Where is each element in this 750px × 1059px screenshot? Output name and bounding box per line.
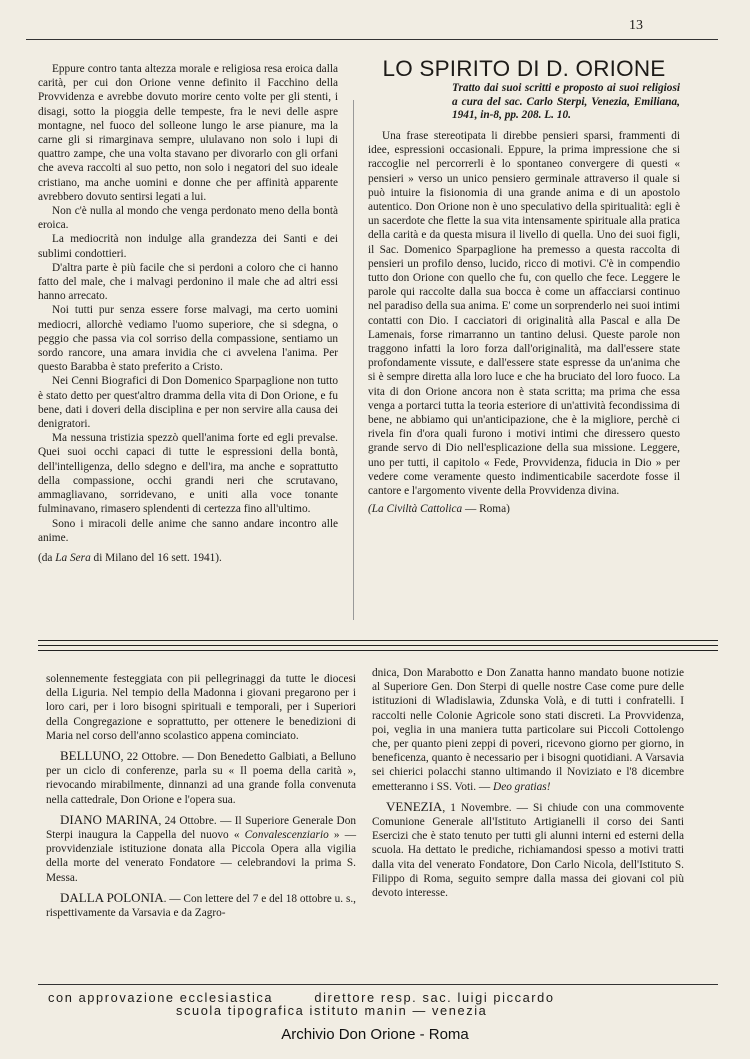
news-italic: Convalescenziario — [244, 829, 329, 842]
left-paragraph: Eppure contro tanta altezza morale e religiosa resa eroica dalla carità, per cui don Orione venne definito il Facchino della Provvidenza e avrebbe dovuto morire cento volte per gli stenti, i disagi, sotto la pioggia delle tempeste, fra le nevi delle aspre montagne, nel fuoco del solleone lungo le arse pianure, ma la carne gli si rimarginava sempre, ululavano non solo i lupi di quattro zampe, che una volta stavano per divorarlo con gli orfani che aveva raccolti al suo petto, non solo i negatori del suo ideale cristiano, ma anche uomini e donne che per affinità apparente avrebbero dovuto sentirsi legati a lui. — [38, 63, 338, 203]
news-text: » — provvidenziale istituzione donata alla Piccola Opera alla vigilia della morte del venerato Fondatore — celebrandovi la prima S. Messa. — [46, 829, 357, 884]
right-source-post: — Roma) — [462, 503, 510, 516]
news-text: dnica, Don Marabotto e Don Zanatta hanno mandato buone notizie al Superiore Gen. Don Sterpi di quelle nostre Case come pure delle istituzioni di Wladislawia, Zdunska Volà, e di tutti i confratelli. I raccolti nelle Colonie Agricole sono stati discreti. La Provvidenza, poi, veglia in una maniera tutta particolare sui Piccoli Cottolengo che, per quanto pieni zeppi di poveri, ricevono giorno per giorno, in beneficenza, quanto è necessario per i bisogni quotidiani. A Varsavia sei chierici polacchi stanno ultimando il Noviziato e l'8 dicembre emetteranno i SS. Voti. — — [372, 667, 684, 793]
right-article-body: Una frase stereotipata li direbbe pensieri sparsi, frammenti di idee, espressioni occasionali. Eppure, la prima impressione che si raccoglie nel percorrerli è lo spontaneo convergere di questi « pensieri » verso un unico pensiero germinale attraverso il quale si può intuire la fisionomia di una grande anima e di un apostolo autentico. Don Orione non è uno speculativo della spiritualità: egli è un sacerdote che flette la sua vita intensamente spirituale alla pratica della carità e da questa misura il livello di quella. Uno dei suoi figli, il Sac. Domenico Sparpaglione ha premesso a questa raccolta di pensieri un profilo denso, lucido, ricco di motivi. C'è in compendio tutto don Orione con quello che fu, con quello che fece. Leggere le parole qui raccolte dalla sua bocca è come un affacciarsi continuo nel paradiso della sua anima. E' come un sorprenderlo nei suoi intimi contatti con Dio. I cacciatori di originalità alla Pascal e alla De Lamenais, forse rimarranno un tantino delusi. Queste parole non traggono infatti la loro forza dall'originalità, ma dall'essere state profondamente vissute, e dall'essere state espresse da un'anima che si è sempre diretta alla loro luce e che ha bruciato del loro fuoco. La vita di don Orione ancora non è stata scritta; ma prima che essa venga a portarci tutta la teoria esteriore di un'attività fecondissima di bene, ne abbiamo qui un'anticipazione, che è la migliore, perchè ci rivela fin d'ora quali furono i motivi intimi che diressero questo grande servo di Dio nell'esplicazione della sua missione. Leggere, uno per tutti, il capitolo « Fede, Provvidenza, fiducia in Dio » per vedere come veramente questo indimenticabile sacerdote fosse il cantore e l'argomento vivente della Provvidenza divina. — [368, 129, 680, 498]
news-text: , 22 Ottobre. — Don Benedetto Galbiati, a Belluno per un ciclo di conferenze, parla su « Il poema della carità », rievocando mirabilmente, dinnanzi ad una grande folla convenuta nella cattedrale, Don Orione e l'opera sua. — [46, 751, 356, 806]
left-source-newspaper: La Sera — [55, 551, 91, 564]
left-source-post: di Milano del 16 sett. 1941). — [90, 551, 222, 564]
news-item-venezia — [372, 800, 684, 900]
news-left-column — [46, 672, 356, 920]
left-paragraph: Nei Cenni Biografici di Don Domenico Sparpaglione non tutto è stato detto per quest'altro dramma della vita di Don Orione, e fu bene, dati i doveri della disciplina e per non servire alla causa dei denigratori. — [38, 375, 338, 431]
left-paragraph: Sono i miracoli delle anime che sanno andare incontro alle anime. — [38, 517, 338, 544]
footer-line-2: scuola tipografica istituto manin — venezia — [176, 1003, 488, 1018]
news-place: DALLA POLONIA — [60, 889, 164, 905]
news-place: BELLUNO — [60, 748, 121, 764]
left-source-pre: (da — [38, 551, 56, 564]
section-separator — [38, 645, 718, 646]
news-place: DIANO MARINA — [60, 811, 159, 827]
left-article — [38, 62, 338, 565]
top-rule — [26, 39, 718, 40]
left-paragraph: Non c'è nulla al mondo che venga perdonato meno della bontà eroica. — [38, 205, 338, 232]
left-paragraph: Ma nessuna tristizia spezzò quell'anima forte ed egli prevalse. Quei suoi occhi capaci di tutte le espressioni della bontà, dell'intelligenza, dello sdegno e dell'ira, ma anche e soprattutto della compassione, occhi grandi neri che scrutavano, ammagliavano, sorridevano, e uniti alla voce tonante fulminavano, rimasero splendenti di certezza fino all'ultimo. — [38, 432, 338, 516]
news-item-polonia — [46, 891, 356, 920]
news-intro: solennemente festeggiata con pii pellegrinaggi da tutte le diocesi della Liguria. Nel tempio della Madonna i giovani pregarono per i loro cari, per i loro bisogni spirituali e temporali, per i Superiori della Congregazione e soprattutto, per ottenere le benedizioni di Maria nel corso dell'anno scolastico appena cominciato. — [46, 673, 356, 742]
right-source — [368, 502, 680, 516]
section-separator — [38, 640, 718, 641]
news-item-belluno — [46, 749, 356, 807]
news-item-diano — [46, 813, 356, 885]
news-italic: Deo gratias! — [493, 780, 551, 793]
left-paragraph: La mediocrità non indulge alla grandezza dei Santi e dei sublimi condottieri. — [38, 233, 338, 260]
column-divider — [353, 100, 354, 620]
news-text: , 1 Novembre. — Si chiude con una commovente Comunione Generale all'Istituto Artigianelli il corso dei Santi Esercizi che è stato tenuto per tutti gli alunni interni ed esterni della scuola. Ha dettato le prediche, richiamandosi spesso a motivi tratti dalla vita del venerato Fondatore, Don Carlo Nicola, dell'Istituto S. Filippo di Roma, seguito sempre dalla massa dei giovani col più devoto interesse. — [372, 801, 684, 900]
news-place: VENEZIA — [386, 798, 443, 814]
news-right-column — [372, 666, 684, 900]
left-paragraph: D'altra parte è più facile che si perdoni a coloro che ci hanno fatto del male, che i malvagi perdonino il male che ad altri essi hanno arrecato. — [38, 261, 338, 303]
section-separator — [38, 650, 718, 651]
page-number: 13 — [629, 18, 643, 33]
article-subtitle: Tratto dai suoi scritti e proposto ai suoi religiosi a cura del sac. Carlo Sterpi, Venezia, Emiliana, 1941, in-8, pp. 208. L. 10. — [452, 82, 680, 122]
archive-watermark: Archivio Don Orione - Roma — [281, 1026, 469, 1043]
news-continued — [372, 666, 684, 794]
right-article — [368, 56, 680, 516]
footer-line-1: con approvazione ecclesiastica direttore resp. sac. luigi piccardo — [48, 990, 555, 1005]
news-text: , 24 Ottobre. — Il Superiore Generale Don Sterpi inaugura la Cappella del nuovo « — [46, 814, 357, 842]
footer-rule — [38, 984, 718, 985]
news-text: . — Con lettere del 7 e del 18 ottobre u. s., rispettivamente da Varsavia e da Zagro- — [46, 892, 356, 920]
left-paragraph: Noi tutti pur senza essere forse malvagi, ma certo uomini mediocri, allorchè vediamo l'uomo superiore, che si sdegna, o peggio che passa via col sorriso della compassione, sentiamo un sordo rancore, una amara invidia che ci avvelena l'anima. Per questo Barabba è stato preferito a Cristo. — [38, 304, 338, 374]
article-title: LO SPIRITO DI D. ORIONE — [382, 56, 666, 81]
left-source — [38, 551, 338, 565]
right-source-journal: (La Civiltà Cattolica — [368, 503, 463, 516]
